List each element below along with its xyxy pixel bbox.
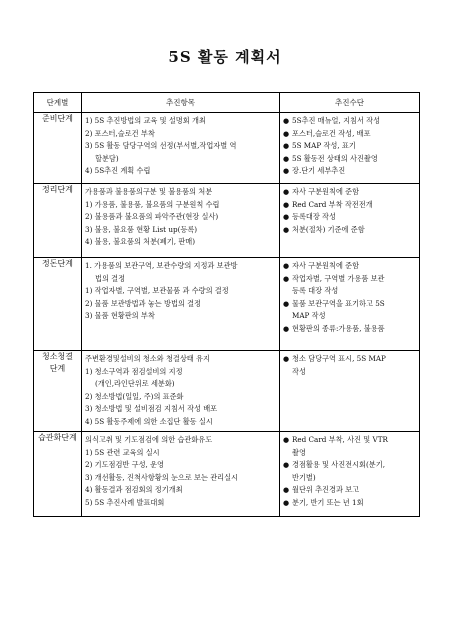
stage-cell bbox=[34, 432, 82, 517]
means-line bbox=[283, 211, 417, 224]
means-text: 촬영 bbox=[292, 447, 306, 457]
means-line bbox=[283, 140, 417, 153]
means-line bbox=[283, 353, 417, 366]
means-text: Red Card 부착 작전전개 bbox=[292, 199, 373, 209]
means-text: 월단위 추진경과 보고 bbox=[292, 485, 360, 494]
means-line bbox=[283, 366, 417, 379]
item-line: 1. 가용품의 보관구역, 보관수량의 지정과 보관방 bbox=[85, 261, 238, 270]
means-cell bbox=[280, 351, 420, 432]
means-line bbox=[283, 434, 417, 447]
item-line: 2) 물품 보관방법과 놓는 방법의 결정 bbox=[85, 298, 202, 308]
item-line: 1) 청소구역과 점검설비의 지정 bbox=[85, 366, 183, 376]
stage-label: 습관화단계 bbox=[38, 433, 77, 442]
means-text: 작업자별, 구역별 가용품 보관 bbox=[292, 273, 385, 283]
means-line bbox=[283, 260, 417, 273]
bullet-icon: ● bbox=[283, 355, 290, 363]
means-text: 청소 담당구역 표시, 5S MAP bbox=[292, 354, 386, 363]
item-line: 1) 작업자별, 구역별, 보관물품 과 수량의 결정 bbox=[85, 286, 229, 295]
means-text: 포스터,슬로건 작성, 배포 bbox=[292, 128, 371, 138]
means-cell bbox=[280, 113, 420, 184]
item-line: 3) 청소방법 및 설비점검 지침서 작성 배포 bbox=[85, 404, 218, 413]
document-title: 5S 활동 계획서 bbox=[168, 48, 282, 66]
means-line bbox=[283, 310, 417, 323]
means-cell bbox=[280, 432, 420, 517]
means-cell bbox=[280, 258, 420, 351]
bullet-icon: ● bbox=[283, 299, 290, 308]
item-line: 3) 불용, 불요품 현황 List up(등록) bbox=[85, 224, 198, 234]
bullet-icon: ● bbox=[283, 188, 290, 196]
item-line: 5) 5S 추진사례 발표대회 bbox=[85, 497, 165, 507]
means-line bbox=[283, 153, 417, 166]
bullet-icon: ● bbox=[283, 225, 290, 234]
item-line: 2) 포스터,슬로건 부착 bbox=[85, 128, 155, 138]
item-line: 가용품과 불용품의구분 및 불용품의 처분 bbox=[85, 187, 213, 196]
means-line bbox=[283, 484, 417, 497]
item-line: 1) 가용품, 불용품, 불요품의 구분원칙 수립 bbox=[85, 199, 220, 209]
item-line: 4) 불용, 불요품의 처분(폐기, 판매) bbox=[85, 237, 196, 246]
bullet-icon: ● bbox=[283, 213, 290, 221]
means-cell bbox=[280, 184, 420, 258]
bullet-icon: ● bbox=[283, 498, 290, 507]
table-row bbox=[34, 258, 420, 351]
header-means: 추진수단 bbox=[280, 93, 420, 113]
item-line: 3) 개선활동, 진척사항황의 눈으로 보는 관리실시 bbox=[85, 472, 239, 482]
item-line: 3) 물품 현황판의 부착 bbox=[85, 311, 155, 320]
stage-label: 준비단계 bbox=[42, 114, 73, 123]
item-line: 3) 5S 활동 담당구역의 선정(부서별,작업자별 역 bbox=[85, 141, 237, 150]
stage-label: 청소청결 bbox=[42, 352, 73, 361]
means-line bbox=[283, 199, 417, 212]
item-line: 4) 활동결과 점검회의 정기개최 bbox=[85, 485, 183, 494]
means-text: 반기별) bbox=[292, 472, 316, 482]
item-line: 4) 5S 활동주제에 의한 소집단 활동 실시 bbox=[85, 416, 213, 426]
item-line: 2) 불용품과 불요품의 파악주관(현장 실사) bbox=[85, 212, 219, 221]
means-line bbox=[283, 115, 417, 128]
activity-plan-table bbox=[33, 92, 420, 517]
means-line bbox=[283, 285, 417, 298]
stage-label: 정돈단계 bbox=[42, 259, 73, 268]
items-cell bbox=[82, 351, 280, 432]
stage-cell bbox=[34, 113, 82, 184]
means-text: Red Card 부착, 사진 및 VTR bbox=[292, 435, 388, 444]
means-line bbox=[283, 273, 417, 286]
table-row bbox=[34, 432, 420, 517]
item-line: 의식고취 및 기도점검에 의한 습관화유도 bbox=[85, 435, 213, 444]
items-cell bbox=[82, 258, 280, 351]
item-line: 1) 5S 관련 교육의 실시 bbox=[85, 447, 160, 457]
bullet-icon: ● bbox=[283, 129, 290, 138]
means-line bbox=[283, 224, 417, 237]
means-text: MAP 작성 bbox=[292, 311, 326, 320]
means-text: 5S 활동전 상태의 사진촬영 bbox=[292, 153, 378, 163]
item-line: 1) 5S 추진방법의 교육 및 설명회 개최 bbox=[85, 116, 206, 125]
items-cell bbox=[82, 432, 280, 517]
item-line: 2) 기도점검반 구성, 운영 bbox=[85, 460, 165, 469]
bullet-icon: ● bbox=[283, 154, 290, 163]
bullet-icon: ● bbox=[283, 436, 290, 444]
items-cell bbox=[82, 184, 280, 258]
table-row bbox=[34, 113, 420, 184]
bullet-icon: ● bbox=[283, 167, 290, 175]
table-row bbox=[34, 184, 420, 258]
means-text: 장.단기 세부추진 bbox=[292, 166, 346, 175]
means-text: 경점활용 및 사진전시회(분기, bbox=[292, 460, 385, 469]
means-text: 자사 구분원칙에 준함 bbox=[292, 187, 360, 196]
means-text: 자사 구분원칙에 준함 bbox=[292, 261, 360, 270]
means-line bbox=[283, 186, 417, 199]
means-line bbox=[283, 298, 417, 311]
stage-label: 정리단계 bbox=[42, 185, 73, 194]
items-cell bbox=[82, 113, 280, 184]
item-line: 주변환경및설비의 청소와 청결상태 유지 bbox=[85, 354, 210, 363]
bullet-icon: ● bbox=[283, 461, 290, 469]
stage-cell bbox=[34, 351, 82, 432]
stage-cell bbox=[34, 184, 82, 258]
means-text: 작성 bbox=[292, 366, 306, 376]
bullet-icon: ● bbox=[283, 486, 290, 494]
table-row bbox=[34, 351, 420, 432]
bullet-icon: ● bbox=[283, 262, 290, 270]
means-text: 물품 보관구역을 표기하고 5S bbox=[292, 298, 385, 308]
header-items: 추진항목 bbox=[82, 93, 280, 113]
item-line: 법의 결정 bbox=[95, 273, 126, 283]
means-line bbox=[283, 323, 417, 336]
means-line bbox=[283, 128, 417, 141]
item-line: (개인,라인단위로 세분화) bbox=[95, 379, 175, 388]
header-stage: 단계별 bbox=[34, 93, 82, 113]
means-text: 5S추진 매뉴얼, 지침서 작성 bbox=[292, 116, 381, 125]
stage-label: 단계 bbox=[49, 364, 66, 373]
item-line: 4) 5S추진 계획 수립 bbox=[85, 166, 151, 175]
item-line: 할분담) bbox=[95, 153, 119, 163]
means-line bbox=[283, 472, 417, 485]
means-line bbox=[283, 447, 417, 460]
item-line: 2) 청소방법(일일, 주)의 표준화 bbox=[85, 391, 184, 401]
bullet-icon: ● bbox=[283, 274, 290, 283]
means-line bbox=[283, 165, 417, 178]
means-text: 현황판의 종류:가용품, 불용품 bbox=[292, 323, 385, 333]
means-line bbox=[283, 459, 417, 472]
means-text: 5S MAP 작성, 표기 bbox=[292, 141, 356, 150]
means-text: 등록대장 작성 bbox=[292, 212, 336, 221]
bullet-icon: ● bbox=[283, 142, 290, 150]
means-text: 처분(절차) 기준에 준함 bbox=[292, 224, 365, 234]
bullet-icon: ● bbox=[283, 117, 290, 125]
means-text: 등록 대장 작성 bbox=[292, 286, 339, 295]
bullet-icon: ● bbox=[283, 324, 290, 333]
bullet-icon: ● bbox=[283, 200, 290, 209]
means-text: 분기, 반기 또는 년 1회 bbox=[292, 497, 364, 507]
table-header-row bbox=[34, 93, 420, 113]
stage-cell bbox=[34, 258, 82, 351]
means-line bbox=[283, 497, 417, 510]
